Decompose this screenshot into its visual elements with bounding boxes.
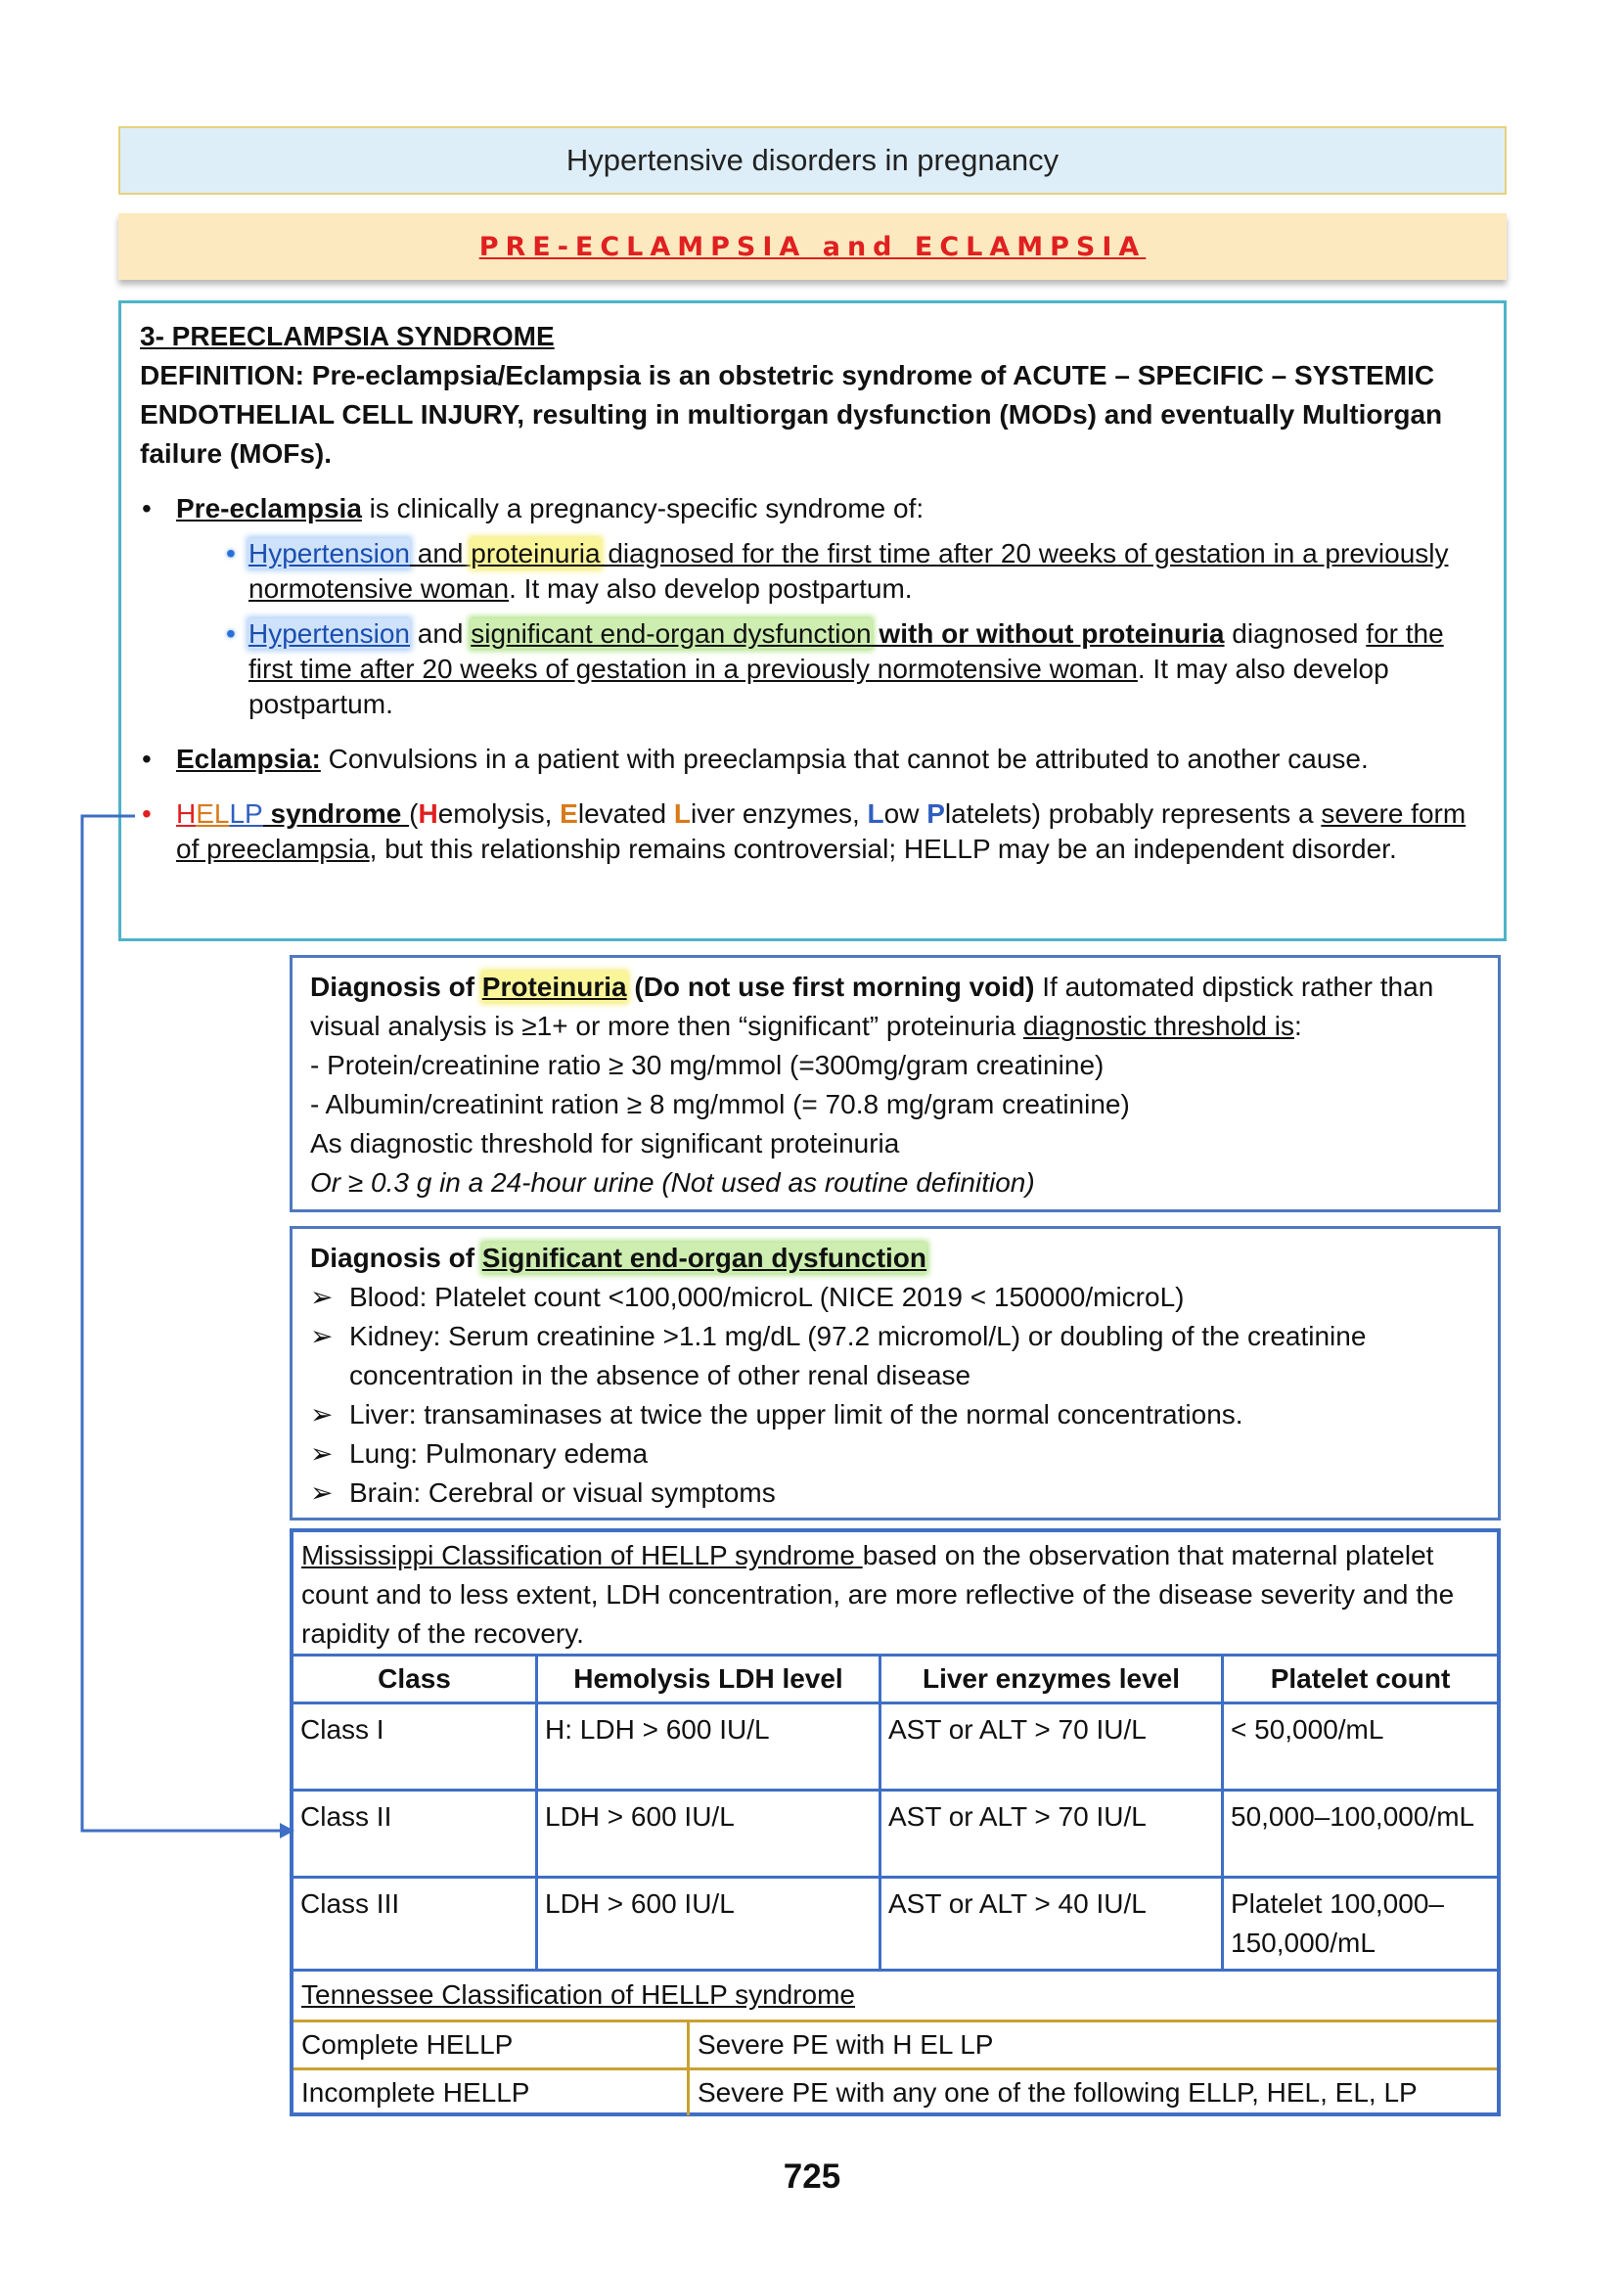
letter-l2: L [867,798,884,829]
syndrome-heading: 3- PREECLAMPSIA SYNDROME [140,321,555,351]
hl-hypertension: Hypertension [248,618,410,649]
bullet-text: ow [883,798,927,829]
bullet-text: ( [409,798,419,829]
hellp-letters-h: H [176,798,197,829]
table-cell: Complete HELLP [293,2022,689,2069]
hellp-letters-el: EL [196,798,230,829]
arrow-bullet-icon: ➢ [310,1438,334,1469]
diag-note: (Do not use first morning void) [626,972,1035,1002]
table-cell: AST or ALT > 40 IU/L [880,1878,1223,1971]
arrow-bullet-icon: ➢ [310,1282,334,1312]
syndrome-definition: DEFINITION: Pre-eclampsia/Eclampsia is an obstetric syndrome of ACUTE – SPECIFIC – SYSTEMIC ENDOTHELIAL CELL INJURY, resulting in multiorgan dysfunction (MODs) and eventually Multiorgan failure (MOFs). [140,360,1443,469]
diag-prefix: Diagnosis of [310,972,482,1002]
hl-dysfunction-term: Significant end-organ dysfunction [481,1243,927,1273]
sub-text: and [409,538,472,568]
table-cell: Platelet 100,000–150,000/mL [1223,1878,1498,1971]
bullet-text: Convulsions in a patient with preeclampsia that cannot be attributed to another cause. [320,744,1369,774]
table-cell: 50,000–100,000/mL [1223,1791,1498,1878]
diag-threshold: diagnostic threshold is [1022,1011,1294,1041]
mississippi-title: Mississippi Classification of HELLP syndrome [301,1540,863,1570]
table-cell: Class III [293,1878,537,1971]
bullet-text: iver enzymes, [691,798,868,829]
hl-hypertension: Hypertension [248,538,410,568]
table-cell: LDH > 600 IU/L [537,1878,880,1971]
diag-prefix: Diagnosis of [310,1243,482,1273]
column-header: Hemolysis LDH level [537,1657,880,1703]
dysfunction-item-text: Blood: Platelet count <100,000/microL (NICE 2019 < 150000/microL) [349,1282,1185,1312]
bullet-text: is clinically a pregnancy-specific syndrome of: [361,493,925,523]
table-cell: < 50,000/mL [1223,1703,1498,1791]
mississippi-text: based on the observation that maternal platelet count and to less extent, LDH concentration, are more reflective of the disease severity and the rapidity of the recovery. [301,1540,1455,1649]
diag-text: If automated dipstick rather than visual analysis is ≥1+ or more then “significant” proteinuria [310,972,1434,1041]
dysfunction-item-text: Lung: Pulmonary edema [349,1438,649,1469]
table-cell: Severe PE with any one of the following ELLP, HEL, EL, LP [698,2077,1418,2108]
table-cell: LDH > 600 IU/L [537,1791,880,1878]
bullet-dot: • [142,493,152,523]
arrow-bullet-icon: ➢ [310,1477,334,1508]
sub-text: . It may also develop postpartum. [248,654,1389,719]
dysfunction-item-text: Kidney: Serum creatinine >1.1 mg/dL (97.2 micromol/L) or doubling of the creatinine concentration in the absence of other renal disease [349,1321,1367,1390]
proteinuria-line: As diagnostic threshold for significant proteinuria [310,1128,900,1158]
sub-text: and [409,618,472,649]
column-header: Class [293,1657,537,1703]
tennessee-title: Tennessee Classification of HELLP syndrome [293,1972,1497,2022]
proteinuria-line-italic: Or ≥ 0.3 g in a 24-hour urine (Not used as routine definition) [310,1167,1035,1198]
table-cell: Severe PE with H EL LP [689,2022,1498,2069]
sub-text: . It may also develop postpartum. [509,573,913,604]
page-number: 725 [783,2157,841,2196]
hellp-term: syndrome [262,798,410,829]
letter-h: H [418,798,438,829]
sub-bullet-dot: • [226,538,236,568]
letter-p: P [926,798,945,829]
sub-text-bold: with or without proteinuria [871,618,1225,649]
table-cell: AST or ALT > 70 IU/L [880,1703,1223,1791]
hl-proteinuria-term: Proteinuria [481,972,627,1002]
proteinuria-line: - Albumin/creatinint ration ≥ 8 mg/mmol (= 70.8 mg/gram creatinine) [310,1089,1130,1119]
letter-l: L [673,798,692,829]
letter-e: E [560,798,578,829]
hl-proteinuria: proteinuria [471,538,601,568]
arrow-bullet-icon: ➢ [310,1399,334,1430]
section-title: PRE-ECLAMPSIA and ECLAMPSIA [478,231,1147,262]
table-cell: H: LDH > 600 IU/L [537,1703,880,1791]
table-cell: Incomplete HELLP [293,2069,689,2116]
page-title: Hypertensive disorders in pregnancy [565,143,1060,177]
term-preeclampsia: Pre-eclampsia [176,493,362,523]
bullet-dot: • [142,744,152,774]
hl-end-organ-dysfunction: significant end-organ dysfunction [471,618,872,649]
table-cell: Class II [293,1791,537,1878]
table-cell: Class I [293,1703,537,1791]
column-header: Liver enzymes level [880,1657,1223,1703]
sub-text-underlined: diagnosed for the first time after 20 weeks of gestation in a previously normotensive woman [248,538,1449,604]
column-header: Platelet count [1223,1657,1498,1703]
bullet-dot-red: • [142,798,152,829]
table-cell: AST or ALT > 70 IU/L [880,1791,1223,1878]
dysfunction-item-text: Liver: transaminases at twice the upper limit of the normal concentrations. [349,1399,1243,1430]
sub-bullet-dot: • [226,618,236,649]
proteinuria-line: - Protein/creatinine ratio ≥ 30 mg/mmol (=300mg/gram creatinine) [310,1050,1105,1080]
hellp-letters-lp: LP [229,798,263,829]
severe-form-text: severe form of preeclampsia [176,798,1466,864]
bullet-text: levated [577,798,674,829]
bullet-text: latelets) probably represents a [944,798,1322,829]
term-eclampsia: Eclampsia: [176,744,321,774]
diag-text: : [1293,1011,1302,1041]
bullet-text: , but this relationship remains controversial; HELLP may be an independent disorder. [369,834,1397,864]
dysfunction-item-text: Brain: Cerebral or visual symptoms [349,1477,776,1508]
sub-text: diagnosed [1224,618,1367,649]
bullet-text: emolysis, [437,798,561,829]
sub-text-underlined: for the first time after 20 weeks of gestation in a previously normotensive woman [248,618,1444,684]
arrow-bullet-icon: ➢ [310,1321,334,1351]
